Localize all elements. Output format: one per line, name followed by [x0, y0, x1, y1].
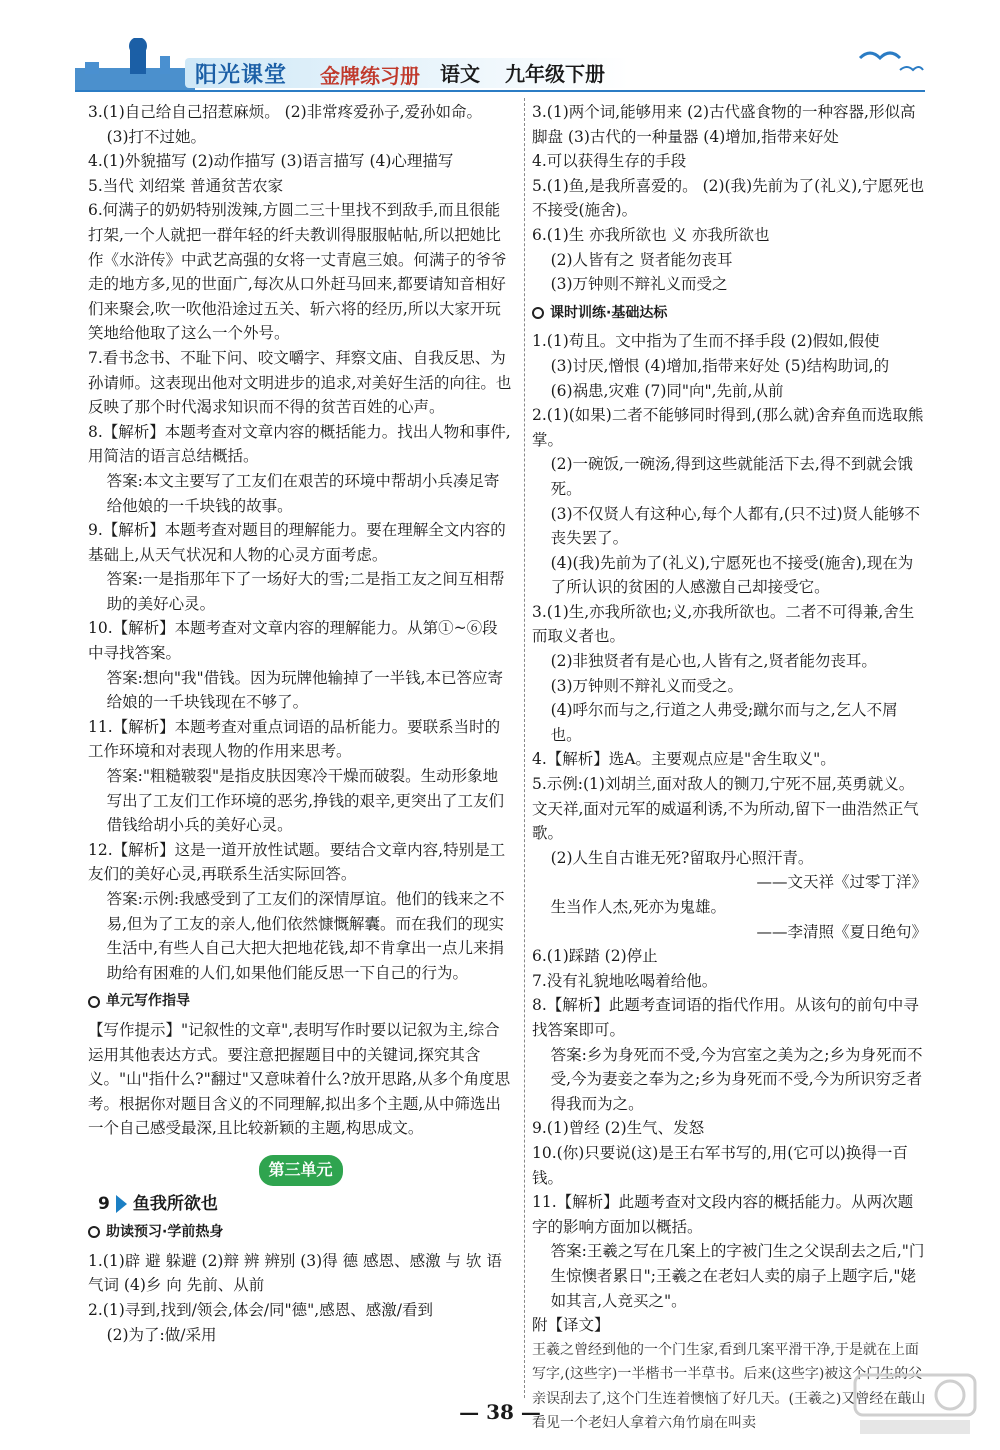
answer-line: 5.示例:(1)刘胡兰,面对敌人的铡刀,宁死不屈,英勇就义。文天祥,面对元军的威逼利诱,不为所动,留下一曲浩然正气歌。	[532, 775, 919, 843]
birds-icon	[855, 38, 925, 78]
answer-line: 7.没有礼貌地吆喝着给他。	[532, 971, 718, 990]
answer-line: 6.(1)生 亦我所欲也 义 亦我所欲也	[532, 225, 770, 244]
brand-title: 阳光课堂	[195, 63, 288, 88]
answer-line: 3.(1)自己给自己招惹麻烦。 (2)非常疼爱孙子,爱孙如命。	[88, 103, 483, 121]
column-divider	[524, 98, 525, 1398]
answer-line: 答案:一是指那年下了一场好大的雪;二是指工友之间互相帮助的美好心灵。	[106, 570, 505, 613]
answer-line: (2)人皆有之 贤者能勿丧耳	[550, 250, 733, 269]
answer-line: (3)万钟则不辩礼义而受之	[550, 275, 728, 294]
chevron-right-icon	[116, 1195, 127, 1213]
answer-line: 2.(1)寻到,找到/领会,体会/同"德",感恩、感激/看到	[88, 1300, 433, 1319]
answer-line: 答案:示例:我感受到了工友们的深情厚谊。他们的钱来之不易,但为了工友的亲人,他们依然慷慨解囊。而在我们的现实生活中,有些人自己大把大把地花钱,却不肯拿出一点儿来捐助给有困难的人们,如果他们能反思一下自己的行为。	[106, 890, 505, 982]
training-section-heading: 课时训练·基础达标	[532, 301, 927, 326]
section-icon	[532, 307, 544, 319]
header-rule	[75, 90, 925, 92]
poem-line: 生当作人杰,死亦为鬼雄。	[550, 898, 727, 916]
answer-line: 答案:"粗糙皲裂"是指皮肤因寒冷干燥而破裂。生动形象地写出了工友们工作环境的恶劣,挣钱的艰辛,更突出了工友们借钱给胡小兵的美好心灵。	[106, 767, 504, 835]
grade-label: 九年级下册	[505, 62, 605, 86]
answer-line: (6)祸患,灾难 (7)同"向",先前,从前	[550, 381, 784, 400]
answer-line: (3)打不过她。	[106, 127, 207, 146]
answer-line: 2.(1)(如果)二者不能够同时得到,(那么就)舍弃鱼而选取熊掌。	[532, 406, 924, 449]
page-header	[75, 28, 925, 90]
answer-line: 7.看书念书、不耻下问、咬文嚼字、拜察文庙、自我反思、为孙请师。这表现出他对文明进步的追求,对美好生活的向往。也反映了那个时代渴求知识而不得的贫苦百姓的心声。	[88, 348, 512, 417]
section-icon	[88, 1226, 100, 1238]
page-number: — 38 —	[459, 1400, 541, 1424]
section-icon	[88, 996, 100, 1008]
answer-line: (2)为了:做/采用	[106, 1325, 217, 1344]
answer-line: 5.(1)鱼,是我所喜爱的。 (2)(我)先前为了(礼义),宁愿死也不接受(施舍)。	[532, 176, 925, 220]
answer-line: 答案:王羲之写在几案上的字被门生之父误刮去之后,"门生惊懊者累日";王羲之在老妇人卖的扇子上题字后,"姥如其言,人竞买之"。	[550, 1242, 925, 1310]
translation-text: 王羲之曾经到他的一个门生家,看到几案平滑干净,于是就在上面写字,(这些字)一半楷书一半草书。后来(这些字)被这个门生的父亲误刮去了,这个门生连着懊恼了好几天。(王羲之)又曾经在蕺山看见一个老妇人拿着六角竹扇在叫卖	[532, 1341, 926, 1432]
answer-line: 答案:本文主要写了工友们在艰苦的环境中帮胡小兵凑足寄给他娘的一千块钱的故事。	[106, 471, 500, 515]
citation: ——文天祥《过零丁洋》	[756, 873, 927, 892]
answer-line: 答案:乡为身死而不受,今为宫室之美为之;乡为身死而不受,今为妻妾之奉为之;乡为身死而不受,今为所识穷乏者得我而为之。	[550, 1045, 923, 1113]
answer-line: (3)讨厌,憎恨 (4)增加,指带来好处 (5)结构助词,的	[550, 356, 890, 375]
watermark-logo-icon	[850, 1370, 980, 1440]
writing-section-heading: 单元写作指导	[88, 989, 513, 1014]
lighthouse-logo-icon	[75, 38, 195, 90]
answer-line: (2)一碗饭,一碗汤,得到这些就能活下去,得不到就会饿死。	[550, 455, 913, 498]
answer-line: 11.【解析】本题考查对重点词语的品析能力。要联系当时的工作环境和对表现人物的作用来思考。	[88, 717, 501, 761]
answer-line: 答案:想向"我"借钱。因为玩牌他输掉了一半钱,本已答应寄给娘的一千块钱现在不够了。	[106, 668, 504, 712]
answer-line: 3.(1)生,亦我所欲也;义,亦我所欲也。二者不可得兼,舍生而取义者也。	[532, 602, 915, 646]
right-column	[532, 100, 927, 1436]
answer-line: 1.(1)辟 避 躲避 (2)辩 辨 辨别 (3)得 德 感恩、感激 与 欤 语气词 (4)乡 向 先前、从前	[88, 1251, 502, 1295]
left-column	[88, 100, 513, 1347]
answer-line: 10.【解析】本题考查对文章内容的理解能力。从第①~⑥段中寻找答案。	[88, 619, 498, 663]
answer-line: (4)(我)先前为了(礼义),宁愿死也不接受(施舍),现在为了所认识的贫困的人感激自己却接受它。	[550, 553, 914, 597]
preview-section-heading: 助读预习·学前热身	[88, 1220, 513, 1245]
lesson-title: 9 鱼我所欲也	[98, 1193, 218, 1214]
answer-line: 4.【解析】选A。主要观点应是"舍生取义"。	[532, 750, 836, 769]
answer-line: 1.(1)苟且。文中指为了生而不择手段 (2)假如,假使	[532, 332, 880, 351]
answer-line: (3)不仅贤人有这种心,每个人都有,(只不过)贤人能够不丧失罢了。	[550, 504, 920, 548]
answer-line: 8.【解析】此题考查词语的指代作用。从该句的前句中寻找答案即可。	[532, 996, 919, 1039]
answer-line: 9.(1)曾经 (2)生气、发怒	[532, 1119, 705, 1138]
answer-line: 12.【解析】这是一道开放性试题。要结合文章内容,特别是工友们的美好心灵,再联系生活实际回答。	[88, 840, 506, 884]
appendix-heading: 附【译文】	[532, 1316, 610, 1335]
answer-line: 6.(1)踩踏 (2)停止	[532, 947, 658, 966]
answer-line: 3.(1)两个词,能够用来 (2)古代盛食物的一种容器,形似高脚盘 (3)古代的一种量器 (4)增加,指带来好处	[532, 103, 916, 146]
answer-line: 11.【解析】此题考查对文段内容的概括能力。从两次题字的影响方面加以概括。	[532, 1193, 914, 1236]
answer-line: 4.(1)外貌描写 (2)动作描写 (3)语言描写 (4)心理描写	[88, 152, 454, 171]
answer-line: 4.可以获得生存的手段	[532, 152, 687, 171]
answer-line: 8.【解析】本题考查对文章内容的概括能力。找出人物和事件,用简洁的语言总结概括。	[88, 422, 511, 466]
answer-line: (2)人生自古谁无死?留取丹心照汗青。	[550, 848, 814, 867]
answer-line: 9.【解析】本题考查对题目的理解能力。要在理解全文内容的基础上,从天气状况和人物的心灵方面考虑。	[88, 521, 506, 564]
answer-line: 6.何满子的奶奶特别泼辣,方圆二三十里找不到敌手,而且很能打架,一个人就把一群年轻的纤夫教训得服服帖帖,所以把她比作《水浒传》中武艺高强的女将一丈青扈三娘。何满子的爷爷走的地方多,见的世面广,每次从口外赶马回来,都要请知音相好们来聚会,吹一吹他沿途过五关、斩六将的经历,所以大家开玩笑地给他取了这么一个外号。	[88, 201, 507, 343]
writing-tip: 【写作提示】"记叙性的文章",表明写作时要以记叙为主,综合运用其他表达方式。要注意把握题目中的关键词,探究其含义。"山"指什么?"翻过"又意味着什么?放开思路,从多个角度思考。根据你对题目含义的不同理解,拟出多个主题,从中筛选出一个自己感受最深,且比较新颖的主题,构思成文。	[88, 1020, 511, 1138]
answer-line: 5.当代 刘绍棠 普通贫苦农家	[88, 176, 284, 195]
brand-subtitle: 金牌练习册	[320, 64, 420, 88]
answer-line: (4)呼尔而与之,行道之人弗受;蹴尔而与之,乞人不屑也。	[550, 701, 898, 744]
citation: ——李清照《夏日绝句》	[756, 922, 927, 941]
answer-line: 10.(你)只要说(这)是王右军书写的,用(它可以)换得一百钱。	[532, 1143, 908, 1187]
unit-badge: 第三单元	[259, 1155, 343, 1186]
answer-line: (2)非独贤者有是心也,人皆有之,贤者能勿丧耳。	[550, 652, 877, 671]
subject-label: 语文	[440, 62, 480, 86]
answer-line: (3)万钟则不辩礼义而受之。	[550, 676, 744, 695]
